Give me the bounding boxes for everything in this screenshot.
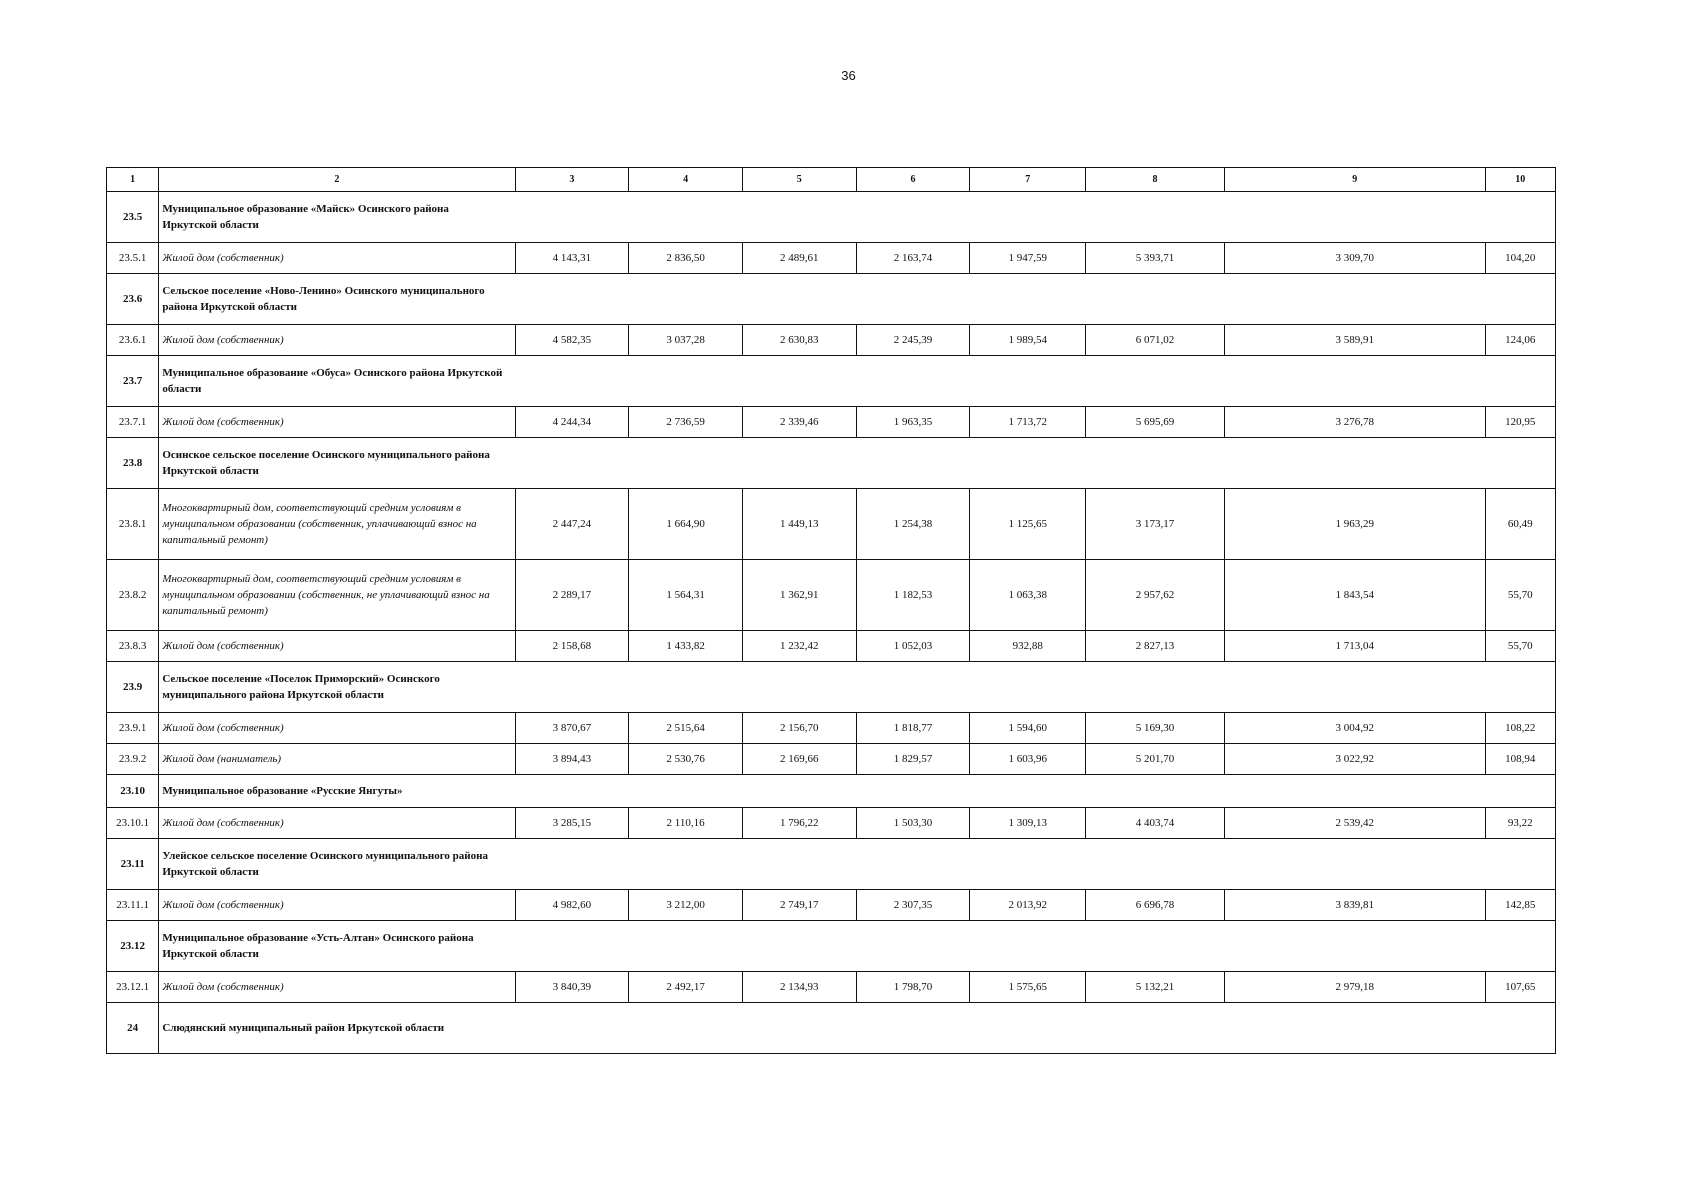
table-row <box>107 713 1556 744</box>
row-code: 23.8.2 <box>107 560 159 631</box>
value-cell: 2 245,39 <box>856 325 970 356</box>
value-cell: 4 143,31 <box>515 243 629 274</box>
section-title: Муниципальное образование «Русские Янгуты» <box>162 785 403 797</box>
section-title: Сельское поселение «Поселок Приморский» Осинского муниципального района Иркутской области <box>162 673 440 701</box>
value-cell: 3 840,39 <box>515 972 629 1003</box>
value-cell: 2 289,17 <box>515 560 629 631</box>
value-cell: 1 232,42 <box>742 631 856 662</box>
value-cell: 1 963,35 <box>856 407 970 438</box>
value-cell: 2 957,62 <box>1086 560 1225 631</box>
table-row <box>107 972 1556 1003</box>
row-code: 23.6.1 <box>107 325 159 356</box>
value-cell: 1 362,91 <box>742 560 856 631</box>
row-description: Жилой дом (наниматель) <box>159 744 515 775</box>
section-title: Слюдянский муниципальный район Иркутской области <box>162 1022 445 1034</box>
section-title-cell <box>159 274 1556 325</box>
section-row <box>107 775 1556 808</box>
value-cell: 1 254,38 <box>856 489 970 560</box>
value-cell: 3 004,92 <box>1224 713 1485 744</box>
section-row <box>107 192 1556 243</box>
value-cell: 107,65 <box>1485 972 1555 1003</box>
value-cell: 124,06 <box>1485 325 1555 356</box>
table-row <box>107 407 1556 438</box>
section-code: 24 <box>107 1003 159 1054</box>
value-cell: 3 173,17 <box>1086 489 1225 560</box>
value-cell: 1 796,22 <box>742 808 856 839</box>
value-cell: 2 156,70 <box>742 713 856 744</box>
header-cell: 5 <box>742 168 856 192</box>
table-row <box>107 325 1556 356</box>
value-cell: 2 827,13 <box>1086 631 1225 662</box>
section-row <box>107 839 1556 890</box>
value-cell: 4 982,60 <box>515 890 629 921</box>
value-cell: 2 630,83 <box>742 325 856 356</box>
value-cell: 1 449,13 <box>742 489 856 560</box>
section-row <box>107 662 1556 713</box>
row-code: 23.8.3 <box>107 631 159 662</box>
header-row <box>107 168 1556 192</box>
value-cell: 2 749,17 <box>742 890 856 921</box>
row-description: Жилой дом (собственник) <box>159 243 515 274</box>
header-cell: 2 <box>159 168 515 192</box>
header-cell: 4 <box>629 168 743 192</box>
value-cell: 3 285,15 <box>515 808 629 839</box>
row-description: Многоквартирный дом, соответствующий средним условиям в муниципальном образовании (собственник, не уплачивающий взнос на капитальный ремонт) <box>159 560 515 631</box>
value-cell: 2 539,42 <box>1224 808 1485 839</box>
value-cell: 55,70 <box>1485 560 1555 631</box>
value-cell: 5 201,70 <box>1086 744 1225 775</box>
section-title-cell <box>159 192 1556 243</box>
table-row <box>107 890 1556 921</box>
value-cell: 1 713,04 <box>1224 631 1485 662</box>
row-description: Жилой дом (собственник) <box>159 631 515 662</box>
row-description: Жилой дом (собственник) <box>159 713 515 744</box>
header-cell: 1 <box>107 168 159 192</box>
value-cell: 1 564,31 <box>629 560 743 631</box>
value-cell: 2 489,61 <box>742 243 856 274</box>
value-cell: 2 836,50 <box>629 243 743 274</box>
section-code: 23.9 <box>107 662 159 713</box>
value-cell: 104,20 <box>1485 243 1555 274</box>
header-cell: 8 <box>1086 168 1225 192</box>
value-cell: 1 575,65 <box>970 972 1086 1003</box>
value-cell: 3 212,00 <box>629 890 743 921</box>
row-code: 23.9.2 <box>107 744 159 775</box>
value-cell: 2 013,92 <box>970 890 1086 921</box>
section-title-cell <box>159 662 1556 713</box>
value-cell: 93,22 <box>1485 808 1555 839</box>
header-cell: 9 <box>1224 168 1485 192</box>
section-title: Муниципальное образование «Усть-Алтан» Осинского района Иркутской области <box>162 932 474 960</box>
value-cell: 1 843,54 <box>1224 560 1485 631</box>
table-row <box>107 489 1556 560</box>
section-title: Муниципальное образование «Обуса» Осинского района Иркутской области <box>162 367 503 395</box>
row-description: Жилой дом (собственник) <box>159 325 515 356</box>
table-row <box>107 808 1556 839</box>
value-cell: 3 870,67 <box>515 713 629 744</box>
value-cell: 1 052,03 <box>856 631 970 662</box>
value-cell: 1 989,54 <box>970 325 1086 356</box>
page-number: 36 <box>841 68 856 83</box>
section-title-cell <box>159 356 1556 407</box>
header-cell: 3 <box>515 168 629 192</box>
row-description: Жилой дом (собственник) <box>159 808 515 839</box>
value-cell: 2 979,18 <box>1224 972 1485 1003</box>
value-cell: 1 963,29 <box>1224 489 1485 560</box>
section-code: 23.10 <box>107 775 159 808</box>
section-title: Улейское сельское поселение Осинского муниципального района Иркутской области <box>162 850 488 878</box>
value-cell: 2 134,93 <box>742 972 856 1003</box>
section-title: Сельское поселение «Ново-Ленино» Осинского муниципального района Иркутской области <box>162 285 485 313</box>
value-cell: 142,85 <box>1485 890 1555 921</box>
section-code: 23.8 <box>107 438 159 489</box>
value-cell: 1 713,72 <box>970 407 1086 438</box>
value-cell: 1 947,59 <box>970 243 1086 274</box>
value-cell: 2 169,66 <box>742 744 856 775</box>
value-cell: 6 696,78 <box>1086 890 1225 921</box>
value-cell: 6 071,02 <box>1086 325 1225 356</box>
value-cell: 1 125,65 <box>970 489 1086 560</box>
value-cell: 4 582,35 <box>515 325 629 356</box>
section-title-cell <box>159 839 1556 890</box>
value-cell: 55,70 <box>1485 631 1555 662</box>
value-cell: 2 736,59 <box>629 407 743 438</box>
row-description: Жилой дом (собственник) <box>159 972 515 1003</box>
value-cell: 2 515,64 <box>629 713 743 744</box>
row-description: Жилой дом (собственник) <box>159 407 515 438</box>
value-cell: 1 594,60 <box>970 713 1086 744</box>
value-cell: 108,22 <box>1485 713 1555 744</box>
section-code: 23.12 <box>107 921 159 972</box>
value-cell: 4 403,74 <box>1086 808 1225 839</box>
value-cell: 5 169,30 <box>1086 713 1225 744</box>
value-cell: 60,49 <box>1485 489 1555 560</box>
value-cell: 3 276,78 <box>1224 407 1485 438</box>
value-cell: 3 309,70 <box>1224 243 1485 274</box>
table-row <box>107 744 1556 775</box>
value-cell: 3 839,81 <box>1224 890 1485 921</box>
value-cell: 1 818,77 <box>856 713 970 744</box>
value-cell: 5 132,21 <box>1086 972 1225 1003</box>
row-description: Многоквартирный дом, соответствующий средним условиям в муниципальном образовании (собственник, уплачивающий взнос на капитальный ремонт) <box>159 489 515 560</box>
header-cell: 10 <box>1485 168 1555 192</box>
value-cell: 1 829,57 <box>856 744 970 775</box>
value-cell: 1 603,96 <box>970 744 1086 775</box>
section-row <box>107 356 1556 407</box>
section-title: Муниципальное образование «Майск» Осинского района Иркутской области <box>162 203 449 231</box>
value-cell: 120,95 <box>1485 407 1555 438</box>
header-cell: 6 <box>856 168 970 192</box>
section-code: 23.7 <box>107 356 159 407</box>
row-code: 23.12.1 <box>107 972 159 1003</box>
header-cell: 7 <box>970 168 1086 192</box>
value-cell: 3 894,43 <box>515 744 629 775</box>
section-title-cell <box>159 921 1556 972</box>
row-code: 23.9.1 <box>107 713 159 744</box>
value-cell: 1 664,90 <box>629 489 743 560</box>
value-cell: 1 063,38 <box>970 560 1086 631</box>
value-cell: 2 492,17 <box>629 972 743 1003</box>
row-code: 23.5.1 <box>107 243 159 274</box>
value-cell: 2 163,74 <box>856 243 970 274</box>
section-title-cell <box>159 775 1556 808</box>
section-title: Осинское сельское поселение Осинского муниципального района Иркутской области <box>162 449 490 477</box>
value-cell: 1 182,53 <box>856 560 970 631</box>
value-cell: 1 798,70 <box>856 972 970 1003</box>
value-cell: 1 503,30 <box>856 808 970 839</box>
row-code: 23.8.1 <box>107 489 159 560</box>
value-cell: 932,88 <box>970 631 1086 662</box>
section-code: 23.11 <box>107 839 159 890</box>
row-code: 23.11.1 <box>107 890 159 921</box>
row-description: Жилой дом (собственник) <box>159 890 515 921</box>
value-cell: 2 110,16 <box>629 808 743 839</box>
value-cell: 2 158,68 <box>515 631 629 662</box>
section-code: 23.5 <box>107 192 159 243</box>
value-cell: 2 307,35 <box>856 890 970 921</box>
value-cell: 1 433,82 <box>629 631 743 662</box>
value-cell: 1 309,13 <box>970 808 1086 839</box>
section-row <box>107 274 1556 325</box>
table-row <box>107 631 1556 662</box>
table-row <box>107 560 1556 631</box>
section-title-cell <box>159 438 1556 489</box>
section-code: 23.6 <box>107 274 159 325</box>
value-cell: 2 530,76 <box>629 744 743 775</box>
section-row <box>107 921 1556 972</box>
tariff-table <box>106 167 1556 1054</box>
value-cell: 2 339,46 <box>742 407 856 438</box>
row-code: 23.7.1 <box>107 407 159 438</box>
value-cell: 3 589,91 <box>1224 325 1485 356</box>
table-row <box>107 243 1556 274</box>
section-row <box>107 438 1556 489</box>
value-cell: 4 244,34 <box>515 407 629 438</box>
value-cell: 5 695,69 <box>1086 407 1225 438</box>
section-title-cell <box>159 1003 1556 1054</box>
value-cell: 5 393,71 <box>1086 243 1225 274</box>
value-cell: 3 022,92 <box>1224 744 1485 775</box>
value-cell: 3 037,28 <box>629 325 743 356</box>
value-cell: 2 447,24 <box>515 489 629 560</box>
row-code: 23.10.1 <box>107 808 159 839</box>
value-cell: 108,94 <box>1485 744 1555 775</box>
section-row <box>107 1003 1556 1054</box>
